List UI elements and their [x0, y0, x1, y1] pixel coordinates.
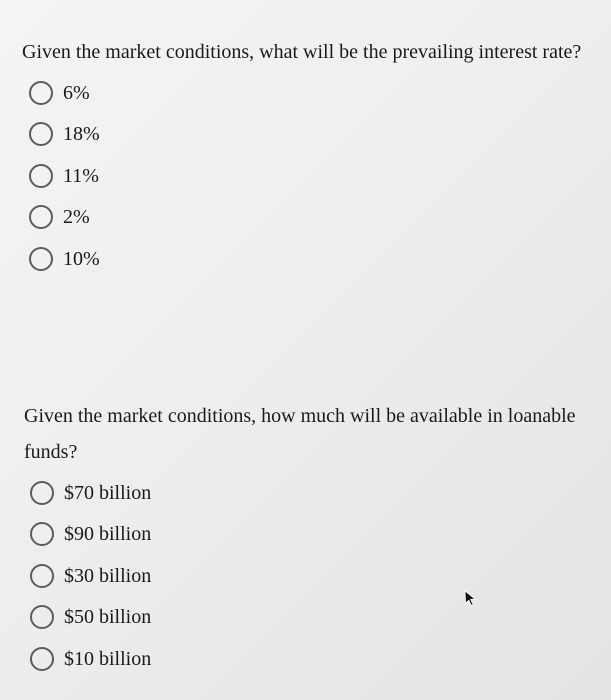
question-loanable-funds	[24, 398, 584, 680]
radio-button[interactable]	[29, 205, 53, 229]
option-50-billion[interactable]	[24, 597, 584, 639]
option-90-billion[interactable]	[24, 514, 584, 556]
option-label: $30 billion	[64, 564, 152, 587]
option-70-billion[interactable]	[24, 472, 584, 514]
option-label: 18%	[63, 123, 100, 146]
option-label: 11%	[63, 164, 99, 187]
option-label: $90 billion	[64, 523, 152, 546]
question-interest-rate	[22, 34, 582, 280]
option-18-percent[interactable]	[22, 114, 582, 156]
option-2-percent[interactable]	[22, 197, 582, 239]
radio-button[interactable]	[30, 481, 54, 505]
radio-button[interactable]	[30, 564, 54, 588]
question-prompt: Given the market conditions, what will be the prevailing interest rate?	[22, 41, 582, 63]
radio-button[interactable]	[29, 164, 53, 188]
radio-button[interactable]	[29, 122, 53, 146]
radio-button[interactable]	[30, 605, 54, 629]
option-label: 10%	[63, 247, 100, 270]
option-11-percent[interactable]	[22, 155, 582, 197]
option-label: $50 billion	[64, 606, 152, 629]
radio-button[interactable]	[29, 81, 53, 105]
option-10-percent[interactable]	[22, 238, 582, 280]
option-label: 2%	[63, 206, 90, 229]
radio-button[interactable]	[30, 522, 54, 546]
radio-button[interactable]	[30, 647, 54, 671]
answer-options	[24, 472, 584, 680]
option-10-billion[interactable]	[24, 638, 584, 680]
radio-button[interactable]	[29, 247, 53, 271]
option-label: $70 billion	[64, 481, 152, 504]
mouse-cursor-icon	[462, 589, 478, 607]
option-label: $10 billion	[64, 647, 152, 670]
option-label: 6%	[63, 81, 90, 104]
answer-options	[22, 72, 582, 280]
option-30-billion[interactable]	[24, 555, 584, 597]
option-6-percent[interactable]	[22, 72, 582, 114]
question-prompt: Given the market conditions, how much will be available in loanable funds?	[24, 405, 576, 463]
